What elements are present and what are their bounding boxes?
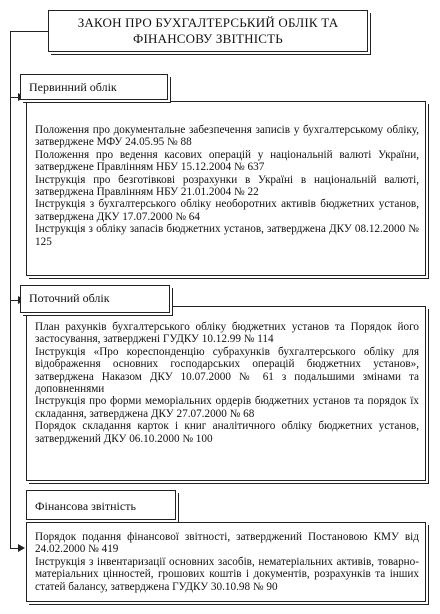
doc-item: Інструкція про безготівкові розрахунки в Україні в національній валюті, затверджена Правлінням НБУ 21.01.2004 № 22 — [35, 173, 419, 199]
doc-item: Положення про ведення касових операцій у національній валюті України, затверджене Правлінням НБУ 15.12.2004 № 637 — [35, 148, 419, 174]
law-title: ЗАКОН ПРО БУХГАЛТЕРСЬКИЙ ОБЛІК ТА ФІНАНСОВУ ЗВІТНІСТЬ — [77, 15, 339, 46]
connector-trunk — [10, 31, 11, 548]
section-reporting-label — [26, 490, 176, 520]
doc-item: Порядок подання фінансової звітності, затверджений Постановою КМУ від 24.02.2000 № 419 — [35, 531, 419, 556]
section-primary-content — [26, 101, 426, 276]
arrow-icon — [18, 544, 25, 552]
doc-item: Інструкція з інвентаризації основних засобів, нематеріальних активів, товарно-матеріальних цінностей, грошових коштів і документів, розрахунків та інших статей балансу, затверджена ГУДКУ 30.10.98 № 90 — [35, 555, 419, 593]
doc-item: Інструкція з обліку запасів бюджетних установ, затверджена ДКУ 08.12.2000 № 125 — [35, 223, 419, 248]
section-reporting-content — [26, 522, 426, 602]
section-label-text: Первинний облік — [29, 80, 117, 94]
doc-item: Інструкція з бухгалтерського обліку необоротних активів бюджетних установ, затверджена ДКУ 17.07.2000 № 64 — [35, 198, 419, 223]
section-label-text: Поточний облік — [29, 291, 110, 305]
doc-item: Положення про документальне забезпечення записів у бухгалтерському обліку, затверджене МФУ 24.05.95 № 88 — [35, 124, 419, 149]
doc-item: Інструкція «Про кореспонденцію субрахунків бухгалтерського обліку для відображення основних господарських операцій бюджетних установ», затверджена Наказом ДКУ 10.07.2000 № 61 з подальшими змінами та доповненнями — [35, 345, 419, 396]
section-primary-label — [20, 74, 168, 100]
law-title-box — [48, 10, 368, 52]
doc-item: Порядок складання карток і книг аналітичного обліку бюджетних установ, затверджений ДКУ 06.10.2000 № 100 — [35, 420, 419, 445]
section-current-content — [26, 306, 426, 481]
connector-title-left — [10, 31, 48, 32]
section-label-text: Фінансова звітність — [35, 499, 136, 513]
doc-item: План рахунків бухгалтерського обліку бюджетних установ та Порядок його застосування, затверджені ГУДКУ 10.12.99 № 114 — [35, 321, 419, 346]
doc-item: Інструкція про форми меморіальних ордерів бюджетних установ та порядок їх складання, затверджена ДКУ 27.07.2000 № 68 — [35, 395, 419, 420]
section-current-label — [20, 285, 170, 313]
